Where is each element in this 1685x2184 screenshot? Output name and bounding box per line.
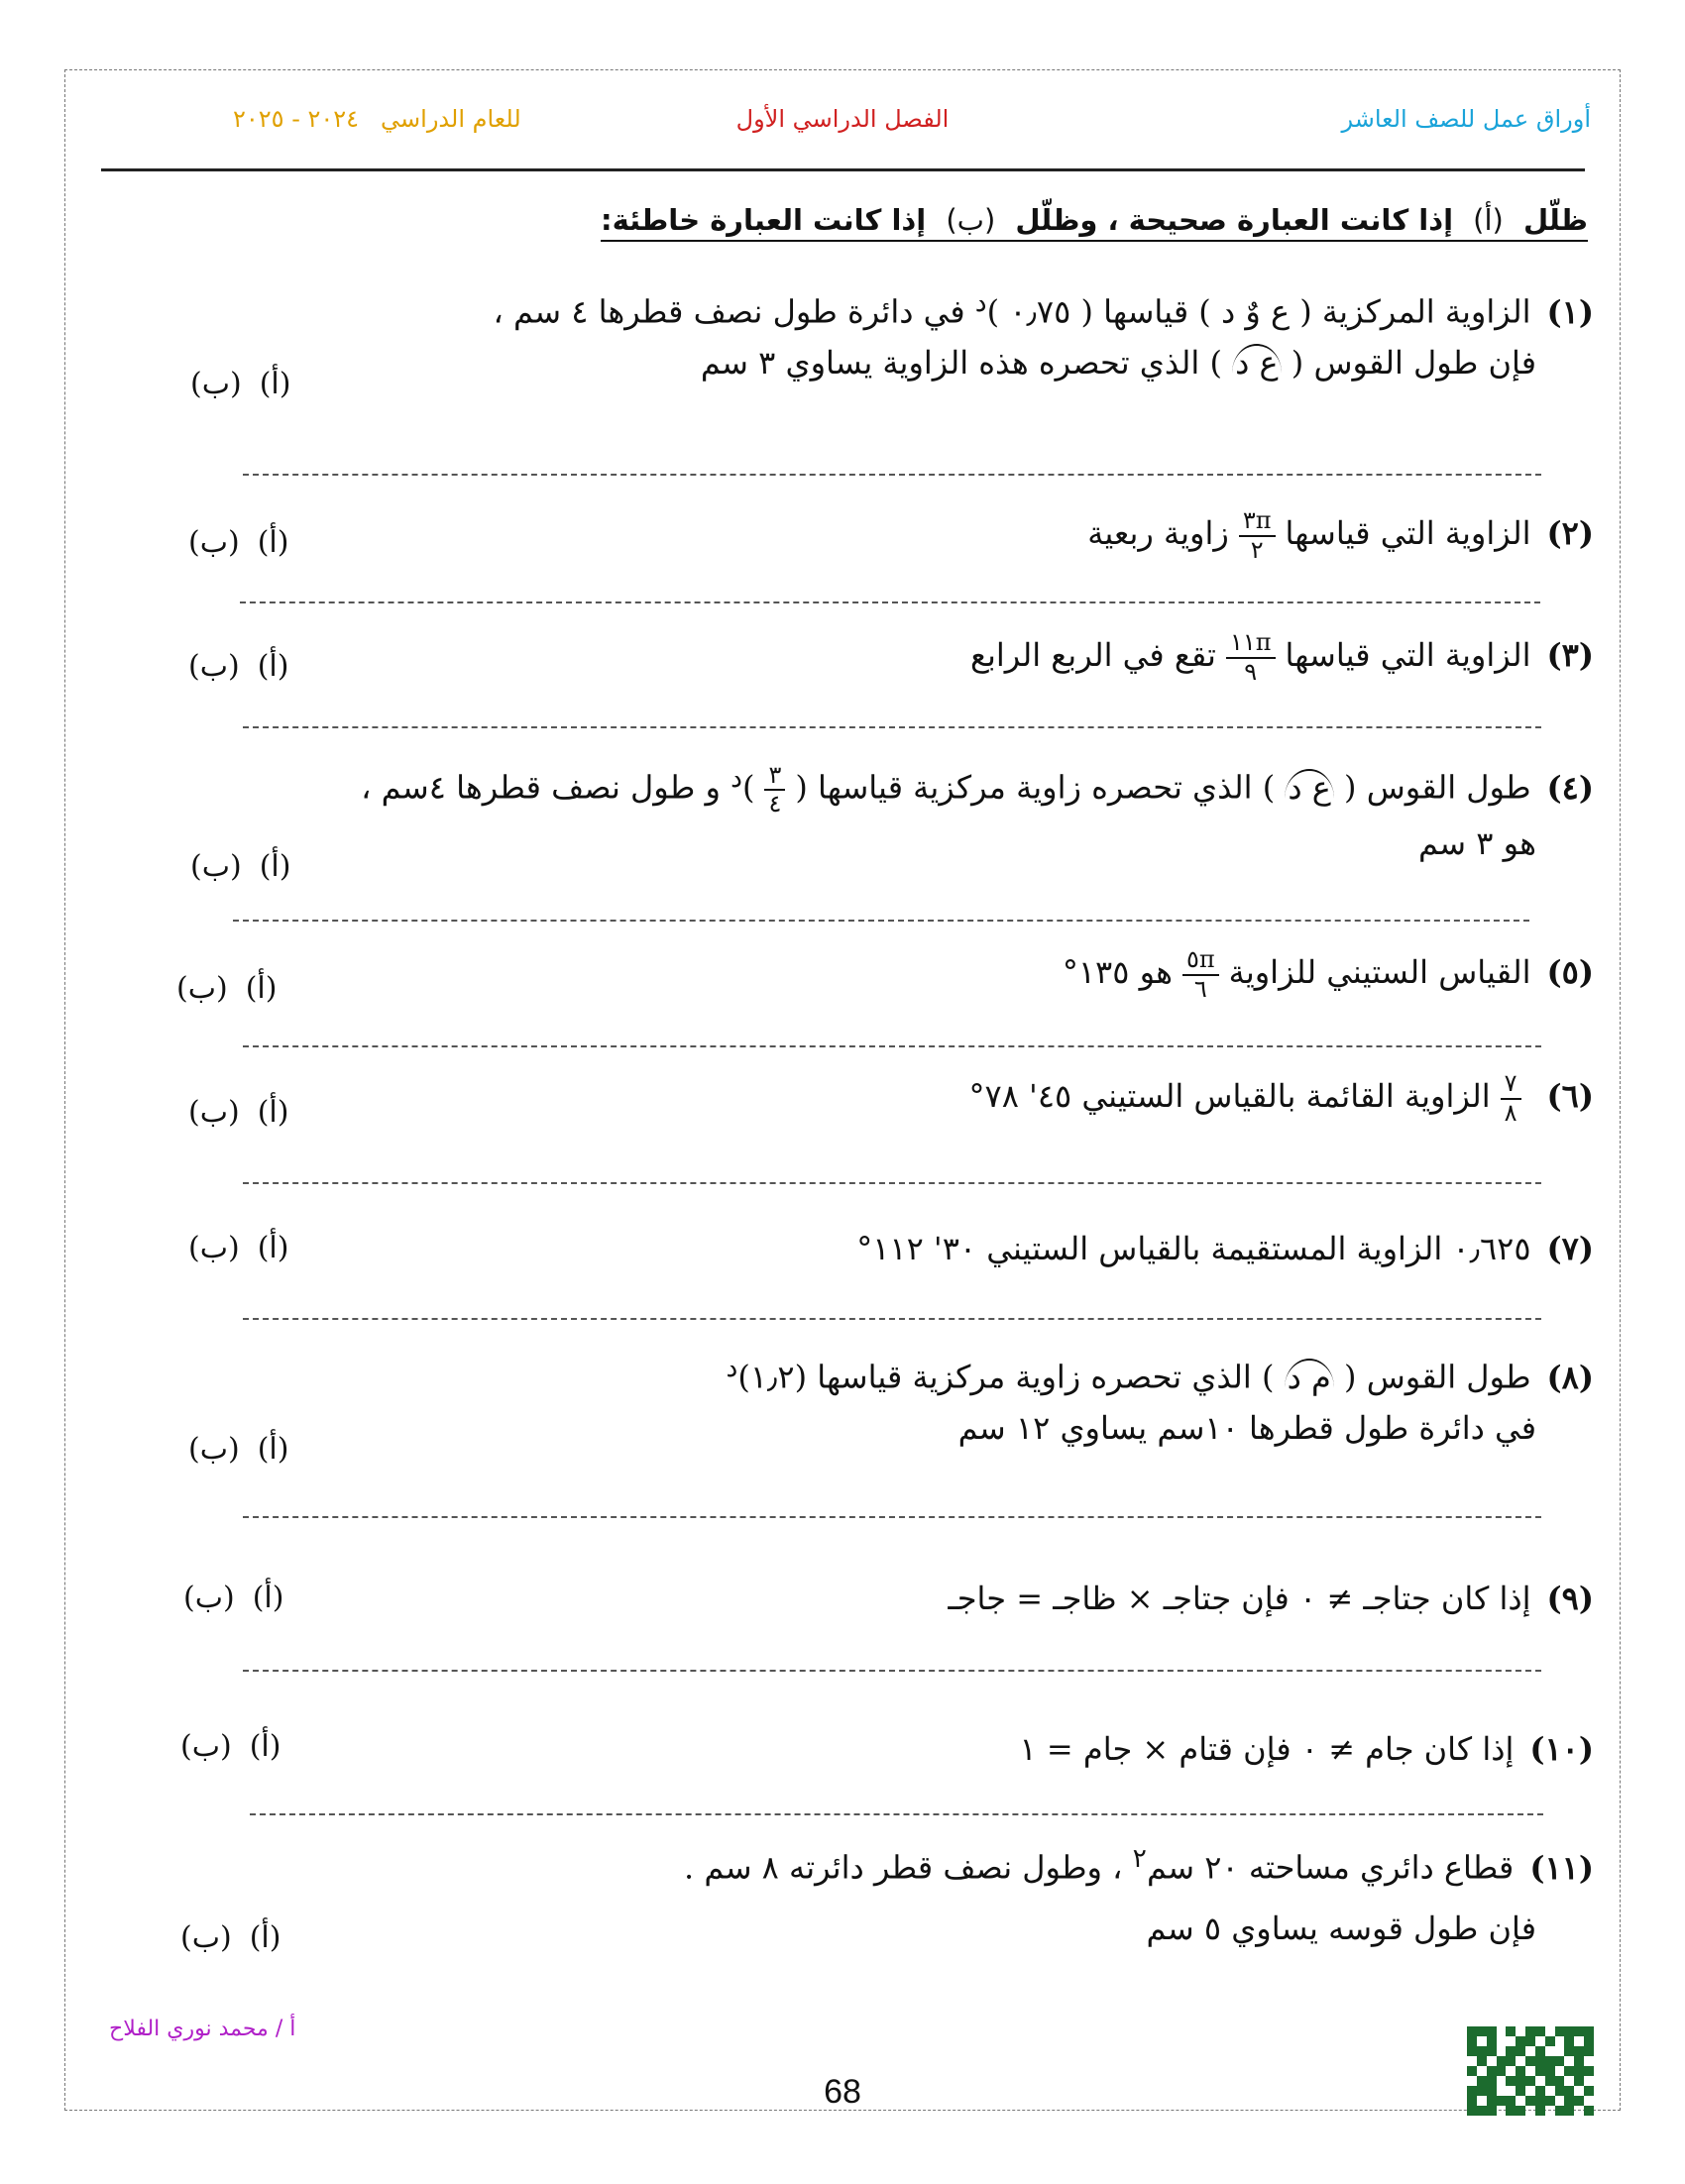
header-year xyxy=(233,105,521,133)
choice-b[interactable]: (ب) xyxy=(180,1729,232,1764)
denominator: ٨ xyxy=(1504,1098,1517,1127)
separator xyxy=(243,1318,1541,1320)
numerator: ٣ xyxy=(764,762,785,792)
choice-a[interactable]: (أ) xyxy=(259,849,291,884)
question-number: (٦) xyxy=(1546,1077,1594,1116)
q11-text-b: ، وطول نصف قطر دائرته ٨ سم . xyxy=(684,1848,1133,1887)
separator xyxy=(240,601,1540,603)
choices-4 xyxy=(190,849,308,884)
instruction-shade: ظلّل xyxy=(1522,203,1588,237)
q6-text: الزاوية القائمة بالقياس الستيني ٤٥' ٧٨° xyxy=(968,1077,1491,1116)
question-11 xyxy=(684,1838,1594,1954)
fraction xyxy=(1182,946,1219,1003)
radian-mark: د xyxy=(730,763,742,794)
q8-text-b: ) الذي تحصره زاوية مركزية قياسها (١٫٢) xyxy=(737,1358,1275,1396)
question-number: (١١) xyxy=(1529,1848,1594,1887)
fraction xyxy=(1501,1070,1521,1127)
choice-b[interactable]: (ب) xyxy=(176,971,228,1006)
q4-text-e: هو ٣ سم xyxy=(1417,823,1536,862)
question-number: (٧) xyxy=(1546,1230,1594,1267)
q4-text-c: ) xyxy=(741,768,755,807)
denominator: ٤ xyxy=(768,790,782,819)
choices-5 xyxy=(176,971,294,1006)
choice-a[interactable]: (أ) xyxy=(257,1231,289,1265)
author-name: أ / محمد نوري الفلاح xyxy=(109,2017,296,2041)
instruction-option-a: (أ) xyxy=(1473,203,1504,237)
question-4 xyxy=(361,758,1594,869)
choices-3 xyxy=(188,649,306,684)
choice-a[interactable]: (أ) xyxy=(259,367,291,401)
q3-text-a: الزاوية التي قياسها xyxy=(1285,636,1531,675)
q11-text-c: فإن طول قوسه يساوي ٥ سم xyxy=(1146,1909,1536,1947)
separator xyxy=(243,474,1541,476)
choice-b[interactable]: (ب) xyxy=(188,649,240,684)
fraction xyxy=(764,762,785,819)
choices-6 xyxy=(188,1095,306,1130)
page-number: 68 xyxy=(824,2073,861,2111)
choice-a[interactable]: (أ) xyxy=(252,1581,284,1615)
q1-text-b: د ) قياسها ( ٠٫٧٥ ) xyxy=(986,292,1246,331)
q1-vertex: وٌ xyxy=(1245,292,1261,331)
choices-11 xyxy=(180,1920,298,1955)
choice-a[interactable]: (أ) xyxy=(257,649,289,684)
choices-7 xyxy=(188,1231,306,1265)
q2-text-b: زاوية ربعية xyxy=(1087,514,1229,553)
choice-b[interactable]: (ب) xyxy=(188,525,240,560)
choices-1 xyxy=(190,367,308,401)
q3-text-b: تقع في الربع الرابع xyxy=(969,636,1216,675)
q1-text-e: ) الذي تحصره هذه الزاوية يساوي ٣ سم xyxy=(700,343,1222,382)
question-8 xyxy=(726,1348,1594,1454)
question-3 xyxy=(970,629,1594,686)
question-9 xyxy=(948,1574,1594,1624)
choices-9 xyxy=(183,1581,301,1615)
header-rule xyxy=(101,168,1585,171)
q5-text-b: هو ١٣٥° xyxy=(1062,953,1173,992)
numerator: ٥π xyxy=(1182,946,1219,976)
question-number: (٣) xyxy=(1546,636,1594,675)
question-number: (٤) xyxy=(1546,768,1594,807)
question-1 xyxy=(493,282,1594,388)
numerator: ١١π xyxy=(1226,629,1276,659)
choice-b[interactable]: (ب) xyxy=(188,1095,240,1130)
q11-text-a: قطاع دائري مساحته ٢٠ سم xyxy=(1147,1848,1515,1887)
instruction-option-b: (ب) xyxy=(946,203,996,237)
question-number: (١) xyxy=(1546,292,1594,331)
separator xyxy=(243,1045,1541,1047)
denominator: ٩ xyxy=(1244,657,1258,686)
question-number: (٩) xyxy=(1546,1580,1594,1617)
denominator: ٢ xyxy=(1250,535,1264,564)
q2-text-a: الزاوية التي قياسها xyxy=(1285,514,1531,553)
choice-b[interactable]: (ب) xyxy=(190,849,242,884)
choice-b[interactable]: (ب) xyxy=(180,1920,232,1955)
arc-symbol: م د xyxy=(1285,1359,1334,1395)
radian-mark: د xyxy=(726,1353,738,1383)
choice-a[interactable]: (أ) xyxy=(257,1095,289,1130)
q5-text-a: القياس الستيني للزاوية xyxy=(1228,953,1531,992)
separator xyxy=(250,1813,1543,1815)
choices-10 xyxy=(180,1729,298,1764)
choice-b[interactable]: (ب) xyxy=(183,1581,235,1615)
question-7 xyxy=(856,1224,1594,1274)
q1-text-d: فإن طول القوس ( xyxy=(1291,343,1536,382)
choice-a[interactable]: (أ) xyxy=(249,1729,281,1764)
choices-8 xyxy=(188,1432,306,1467)
q10-text: إذا كان جام ≠ ٠ فإن قتام × جام = ١ xyxy=(1019,1730,1515,1768)
choice-a[interactable]: (أ) xyxy=(257,525,289,560)
choice-a[interactable]: (أ) xyxy=(249,1920,281,1955)
q8-text-c: في دائرة طول قطرها ١٠سم يساوي ١٢ سم xyxy=(957,1408,1536,1447)
arc-symbol: ع د xyxy=(1232,344,1282,381)
header-semester: الفصل الدراسي الأول xyxy=(735,105,950,133)
q4-text-b: ) الذي تحصره زاوية مركزية قياسها ( xyxy=(795,768,1276,807)
question-number: (٥) xyxy=(1546,953,1594,992)
instruction-part2: إذا كانت العبارة خاطئة: xyxy=(600,203,927,237)
header-course: أوراق عمل للصف العاشر xyxy=(1341,105,1591,133)
choice-b[interactable]: (ب) xyxy=(190,367,242,401)
fraction xyxy=(1226,629,1276,686)
q4-text-a: طول القوس ( xyxy=(1344,768,1531,807)
question-number: (٨) xyxy=(1546,1358,1594,1396)
choice-a[interactable]: (أ) xyxy=(257,1432,289,1467)
fraction xyxy=(1239,507,1276,564)
q7-text: ٠٫٦٢٥ الزاوية المستقيمة بالقياس الستيني ٣٠' ١١٢° xyxy=(856,1230,1531,1267)
instruction-part1: إذا كانت العبارة صحيحة ، وظلّل xyxy=(1015,203,1454,237)
separator xyxy=(243,1182,1541,1184)
choices-2 xyxy=(188,525,306,560)
q1-text-c: في دائرة طول نصف قطرها ٤ سم ، xyxy=(493,292,975,331)
numerator: ٣π xyxy=(1239,507,1276,537)
choice-b[interactable]: (ب) xyxy=(188,1432,240,1467)
separator xyxy=(233,920,1529,922)
separator xyxy=(243,1516,1541,1518)
question-10 xyxy=(1020,1724,1594,1775)
q8-text-a: طول القوس ( xyxy=(1344,1358,1531,1396)
denominator: ٦ xyxy=(1193,974,1207,1003)
choice-a[interactable]: (أ) xyxy=(245,971,278,1006)
question-6 xyxy=(969,1070,1595,1127)
instruction xyxy=(601,203,1588,242)
q1-text-a: الزاوية المركزية ( ع xyxy=(1270,292,1531,331)
squared-mark: ٢ xyxy=(1132,1843,1147,1874)
q9-text: إذا كان جتاجـ ≠ ٠ فإن جتاجـ × ظاجـ = جاجـ xyxy=(948,1580,1531,1617)
year-value: ٢٠٢٤ - ٢٠٢٥ xyxy=(233,105,360,133)
question-number: (٢) xyxy=(1546,514,1594,553)
question-5 xyxy=(1063,946,1594,1003)
question-number: (١٠) xyxy=(1529,1730,1594,1768)
question-2 xyxy=(1087,507,1594,564)
radian-mark: د xyxy=(974,287,987,318)
separator xyxy=(243,726,1541,728)
year-label: للعام الدراسي xyxy=(381,105,521,133)
q4-text-d: و طول نصف قطرها ٤سم ، xyxy=(361,768,731,807)
separator xyxy=(243,1670,1541,1672)
qr-code-icon xyxy=(1467,2026,1594,2116)
arc-symbol: ع د xyxy=(1285,769,1334,806)
numerator: ٧ xyxy=(1501,1070,1521,1100)
choice-b[interactable]: (ب) xyxy=(188,1231,240,1265)
